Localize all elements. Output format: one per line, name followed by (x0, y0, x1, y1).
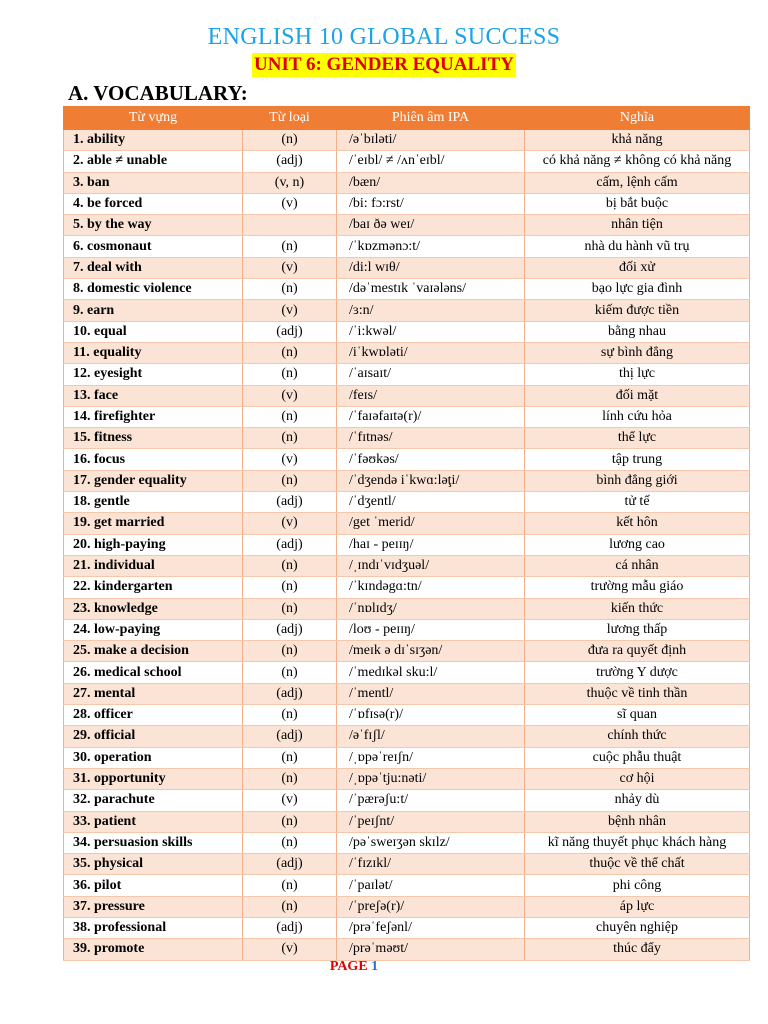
vocab-word: 20. high-paying (64, 534, 243, 555)
meaning: trường mẫu giáo (525, 577, 750, 598)
ipa-transcription: /bæn/ (337, 172, 525, 193)
part-of-speech: (n) (243, 279, 337, 300)
vocab-word: 34. persuasion skills (64, 832, 243, 853)
vocab-word: 9. earn (64, 300, 243, 321)
meaning: chuyên nghiệp (525, 917, 750, 938)
ipa-transcription: /pəˈsweɪʒən skɪlz/ (337, 832, 525, 853)
vocab-word: 24. low-paying (64, 619, 243, 640)
vocab-word: 11. equality (64, 342, 243, 363)
part-of-speech: (adj) (243, 683, 337, 704)
table-row (64, 768, 750, 789)
meaning: chính thức (525, 726, 750, 747)
table-header-row (64, 107, 750, 130)
table-row (64, 470, 750, 491)
part-of-speech: (n) (243, 641, 337, 662)
meaning: đối mặt (525, 385, 750, 406)
table-row (64, 193, 750, 214)
meaning: trường Y dược (525, 662, 750, 683)
part-of-speech: (v) (243, 790, 337, 811)
ipa-transcription: /ˈfɪzɪkl/ (337, 854, 525, 875)
ipa-transcription: /ˈfəʊkəs/ (337, 449, 525, 470)
meaning: cấm, lệnh cấm (525, 172, 750, 193)
table-row (64, 321, 750, 342)
part-of-speech: (n) (243, 342, 337, 363)
table-row (64, 854, 750, 875)
vocab-word: 30. operation (64, 747, 243, 768)
meaning: bằng nhau (525, 321, 750, 342)
meaning: lính cứu hỏa (525, 406, 750, 427)
column-header-meaning: Nghĩa (525, 107, 750, 130)
meaning: kiến thức (525, 598, 750, 619)
table-row (64, 172, 750, 193)
table-row (64, 257, 750, 278)
ipa-transcription: /ˈpærəʃu:t/ (337, 790, 525, 811)
part-of-speech: (n) (243, 896, 337, 917)
ipa-transcription: /ˈpreʃə(r)/ (337, 896, 525, 917)
ipa-transcription: /ˌɒpəˈreɪʃn/ (337, 747, 525, 768)
vocab-word: 21. individual (64, 555, 243, 576)
table-row (64, 641, 750, 662)
ipa-transcription: /loʊ - peɪɪŋ/ (337, 619, 525, 640)
vocab-word: 29. official (64, 726, 243, 747)
page-number: 1 (371, 959, 379, 974)
meaning: nhân tiện (525, 215, 750, 236)
table-row (64, 683, 750, 704)
ipa-transcription: /əˈbɪləti/ (337, 130, 525, 151)
meaning: phi công (525, 875, 750, 896)
ipa-transcription: /ˈnɒlɪdʒ/ (337, 598, 525, 619)
table-row (64, 449, 750, 470)
unit-heading-wrap (0, 53, 768, 77)
vocab-word: 19. get married (64, 513, 243, 534)
meaning: thị lực (525, 364, 750, 385)
meaning: tập trung (525, 449, 750, 470)
ipa-transcription: /meɪk ə dɪˈsɪʒən/ (337, 641, 525, 662)
part-of-speech: (n) (243, 875, 337, 896)
ipa-transcription: /ˈeɪbl/ ≠ /ʌnˈeɪbl/ (337, 151, 525, 172)
vocab-word: 27. mental (64, 683, 243, 704)
ipa-transcription: /ˌɒpəˈtju:nəti/ (337, 768, 525, 789)
part-of-speech: (n) (243, 705, 337, 726)
vocab-word: 36. pilot (64, 875, 243, 896)
table-row (64, 705, 750, 726)
table-row (64, 513, 750, 534)
meaning: thể lực (525, 428, 750, 449)
table-row (64, 492, 750, 513)
table-row (64, 875, 750, 896)
ipa-transcription: /ˈdʒendə iˈkwɑ:ləţi/ (337, 470, 525, 491)
table-row (64, 342, 750, 363)
table-row (64, 555, 750, 576)
ipa-transcription: /ˈfaɪəfaɪtə(r)/ (337, 406, 525, 427)
part-of-speech: (n) (243, 811, 337, 832)
meaning: bệnh nhân (525, 811, 750, 832)
part-of-speech: (n) (243, 130, 337, 151)
ipa-transcription: /ˈpeɪʃnt/ (337, 811, 525, 832)
part-of-speech: (adj) (243, 492, 337, 513)
vocab-word: 33. patient (64, 811, 243, 832)
meaning: cơ hội (525, 768, 750, 789)
part-of-speech: (n) (243, 747, 337, 768)
table-row (64, 300, 750, 321)
ipa-transcription: /baɪ ðə weɪ/ (337, 215, 525, 236)
meaning: thuộc về thể chất (525, 854, 750, 875)
table-row (64, 534, 750, 555)
part-of-speech: (n) (243, 555, 337, 576)
ipa-transcription: /ˌɪndɪˈvɪdʒuəl/ (337, 555, 525, 576)
part-of-speech: (adj) (243, 726, 337, 747)
vocab-word: 28. officer (64, 705, 243, 726)
table-row (64, 917, 750, 938)
part-of-speech: (n) (243, 364, 337, 385)
part-of-speech: (n) (243, 662, 337, 683)
part-of-speech: (v) (243, 385, 337, 406)
ipa-transcription: /ˈpaɪlət/ (337, 875, 525, 896)
vocab-word: 12. eyesight (64, 364, 243, 385)
meaning: kĩ năng thuyết phục khách hàng (525, 832, 750, 853)
part-of-speech: (v, n) (243, 172, 337, 193)
table-row (64, 215, 750, 236)
meaning: có khả năng ≠ không có khả năng (525, 151, 750, 172)
vocab-word: 26. medical school (64, 662, 243, 683)
vocab-word: 6. cosmonaut (64, 236, 243, 257)
meaning: kiếm được tiền (525, 300, 750, 321)
meaning: áp lực (525, 896, 750, 917)
meaning: cuộc phẫu thuật (525, 747, 750, 768)
vocab-word: 31. opportunity (64, 768, 243, 789)
ipa-transcription: /bi: fɔ:rst/ (337, 193, 525, 214)
ipa-transcription: /di:l wɪθ/ (337, 257, 525, 278)
vocab-word: 14. firefighter (64, 406, 243, 427)
ipa-transcription: /haɪ - peɪɪŋ/ (337, 534, 525, 555)
vocab-word: 35. physical (64, 854, 243, 875)
vocab-word: 23. knowledge (64, 598, 243, 619)
table-row (64, 577, 750, 598)
vocab-word: 13. face (64, 385, 243, 406)
part-of-speech: (adj) (243, 534, 337, 555)
vocab-word: 32. parachute (64, 790, 243, 811)
column-header-word: Từ vựng (64, 107, 243, 130)
meaning: sự bình đẳng (525, 342, 750, 363)
part-of-speech: (adj) (243, 619, 337, 640)
part-of-speech: (n) (243, 470, 337, 491)
table-row (64, 662, 750, 683)
meaning: nhà du hành vũ trụ (525, 236, 750, 257)
meaning: đưa ra quyết định (525, 641, 750, 662)
vocab-word: 18. gentle (64, 492, 243, 513)
vocab-word: 10. equal (64, 321, 243, 342)
vocab-word: 17. gender equality (64, 470, 243, 491)
table-row (64, 896, 750, 917)
section-heading: A. VOCABULARY: (68, 81, 248, 105)
ipa-transcription: /ˈmedɪkəl sku:l/ (337, 662, 525, 683)
ipa-transcription: /prəˈfeʃənl/ (337, 917, 525, 938)
page-label: PAGE (329, 959, 368, 974)
vocab-word: 25. make a decision (64, 641, 243, 662)
part-of-speech: (adj) (243, 151, 337, 172)
vocab-word: 22. kindergarten (64, 577, 243, 598)
vocab-word: 1. ability (64, 130, 243, 151)
table-row (64, 726, 750, 747)
vocab-word: 7. deal with (64, 257, 243, 278)
unit-heading: UNIT 6: GENDER EQUALITY (254, 54, 514, 75)
page-footer (0, 959, 708, 975)
meaning: bình đẳng giới (525, 470, 750, 491)
vocab-word: 39. promote (64, 939, 243, 960)
document-title: ENGLISH 10 GLOBAL SUCCESS (207, 24, 561, 50)
part-of-speech: (v) (243, 939, 337, 960)
meaning: cá nhân (525, 555, 750, 576)
meaning: khả năng (525, 130, 750, 151)
table-row (64, 811, 750, 832)
column-header-ipa: Phiên âm IPA (337, 107, 525, 130)
vocab-word: 2. able ≠ unable (64, 151, 243, 172)
table-row (64, 406, 750, 427)
ipa-transcription: /əˈfɪʃl/ (337, 726, 525, 747)
ipa-transcription: /feɪs/ (337, 385, 525, 406)
meaning: lương cao (525, 534, 750, 555)
ipa-transcription: /prəˈməʊt/ (337, 939, 525, 960)
part-of-speech (243, 215, 337, 236)
meaning: nhảy dù (525, 790, 750, 811)
table-row (64, 364, 750, 385)
vocab-word: 15. fitness (64, 428, 243, 449)
vocab-word: 8. domestic violence (64, 279, 243, 300)
table-row (64, 832, 750, 853)
vocab-word: 4. be forced (64, 193, 243, 214)
part-of-speech: (n) (243, 768, 337, 789)
meaning: kết hôn (525, 513, 750, 534)
ipa-transcription: /dəˈmestɪk ˈvaɪələns/ (337, 279, 525, 300)
part-of-speech: (v) (243, 257, 337, 278)
part-of-speech: (n) (243, 236, 337, 257)
vocab-word: 38. professional (64, 917, 243, 938)
table-row (64, 151, 750, 172)
part-of-speech: (v) (243, 193, 337, 214)
ipa-transcription: /ˈfɪtnəs/ (337, 428, 525, 449)
vocab-word: 5. by the way (64, 215, 243, 236)
part-of-speech: (adj) (243, 917, 337, 938)
ipa-transcription: /ˈi:kwəl/ (337, 321, 525, 342)
table-row (64, 130, 750, 151)
meaning: bị bắt buộc (525, 193, 750, 214)
table-row (64, 428, 750, 449)
table-row (64, 598, 750, 619)
table-row (64, 279, 750, 300)
part-of-speech: (v) (243, 449, 337, 470)
meaning: thuộc về tinh thần (525, 683, 750, 704)
ipa-transcription: /ɜ:n/ (337, 300, 525, 321)
meaning: lương thấp (525, 619, 750, 640)
part-of-speech: (n) (243, 406, 337, 427)
part-of-speech: (adj) (243, 321, 337, 342)
part-of-speech: (n) (243, 428, 337, 449)
ipa-transcription: /ˈɒfɪsə(r)/ (337, 705, 525, 726)
meaning: đối xử (525, 257, 750, 278)
part-of-speech: (v) (243, 513, 337, 534)
table-row (64, 790, 750, 811)
part-of-speech: (n) (243, 832, 337, 853)
table-row (64, 385, 750, 406)
ipa-transcription: /ˈdʒentl/ (337, 492, 525, 513)
meaning: bạo lực gia đình (525, 279, 750, 300)
table-row (64, 939, 750, 960)
table-row (64, 236, 750, 257)
vocab-word: 3. ban (64, 172, 243, 193)
vocab-word: 16. focus (64, 449, 243, 470)
ipa-transcription: /get ˈmerid/ (337, 513, 525, 534)
table-row (64, 619, 750, 640)
table-row (64, 747, 750, 768)
ipa-transcription: /iˈkwɒləti/ (337, 342, 525, 363)
vocabulary-table (63, 106, 750, 961)
column-header-pos: Từ loại (243, 107, 337, 130)
ipa-transcription: /ˈkɒzmənɔ:t/ (337, 236, 525, 257)
meaning: tử tế (525, 492, 750, 513)
meaning: thúc đẩy (525, 939, 750, 960)
vocab-word: 37. pressure (64, 896, 243, 917)
ipa-transcription: /ˈaɪsaɪt/ (337, 364, 525, 385)
part-of-speech: (n) (243, 577, 337, 598)
meaning: sĩ quan (525, 705, 750, 726)
ipa-transcription: /ˈmentl/ (337, 683, 525, 704)
part-of-speech: (n) (243, 598, 337, 619)
ipa-transcription: /ˈkɪndəgɑ:tn/ (337, 577, 525, 598)
part-of-speech: (adj) (243, 854, 337, 875)
part-of-speech: (v) (243, 300, 337, 321)
